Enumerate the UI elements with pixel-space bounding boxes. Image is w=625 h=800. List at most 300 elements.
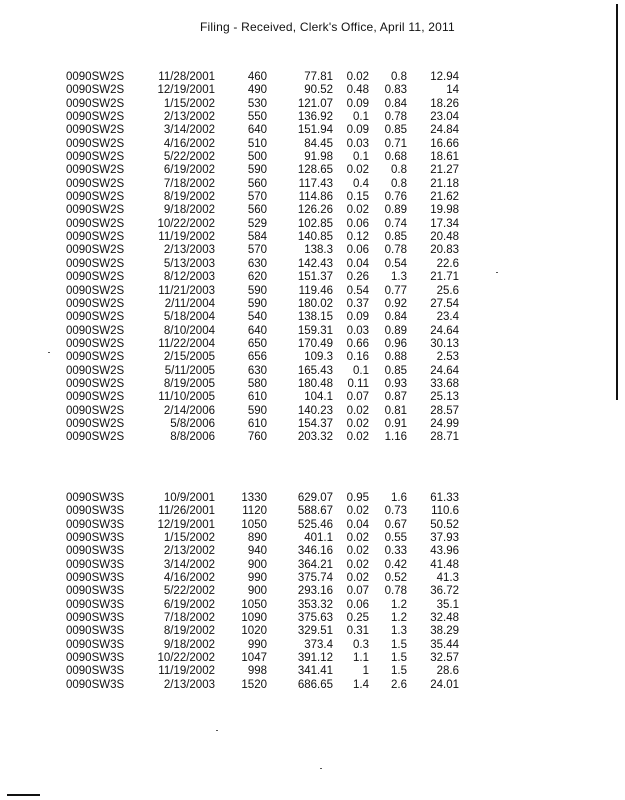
cell-sample-date: 11/19/2002	[158, 231, 215, 244]
cell-sample-date: 2/13/2003	[163, 244, 215, 257]
scan-speck	[496, 272, 498, 273]
cell-value-c: 1	[362, 665, 369, 678]
table-row	[0, 492, 625, 505]
cell-value-a: 990	[247, 638, 267, 651]
cell-value-d: 0.83	[384, 84, 407, 97]
cell-sample-date: 3/14/2002	[163, 124, 215, 137]
cell-sample-date: 4/16/2002	[163, 572, 215, 585]
cell-value-a: 460	[247, 71, 267, 83]
cell-location-id: 0090SW2S	[66, 137, 125, 150]
cell-value-e: 37.93	[430, 532, 459, 545]
cell-location-id: 0090SW3S	[66, 598, 125, 611]
cell-sample-date: 5/22/2002	[163, 585, 215, 598]
table-row	[0, 311, 625, 324]
cell-value-d: 1.5	[391, 652, 407, 665]
scan-speck	[216, 730, 218, 731]
cell-value-a: 890	[247, 532, 267, 545]
cell-location-id: 0090SW2S	[66, 124, 125, 137]
cell-value-b: 136.92	[297, 111, 333, 124]
cell-location-id: 0090SW3S	[66, 612, 125, 625]
cell-value-e: 41.48	[430, 558, 459, 571]
cell-value-c: 0.09	[346, 124, 369, 137]
cell-value-a: 560	[247, 204, 267, 217]
cell-location-id: 0090SW3S	[66, 505, 125, 518]
cell-value-e: 12.94	[430, 71, 459, 83]
cell-value-c: 0.02	[346, 71, 369, 83]
cell-value-d: 1.5	[391, 665, 407, 678]
cell-sample-date: 11/19/2002	[158, 665, 215, 678]
cell-sample-date: 2/13/2003	[163, 678, 215, 691]
cell-value-d: 0.78	[384, 585, 407, 598]
cell-value-a: 529	[247, 217, 267, 230]
table-row	[0, 559, 625, 572]
cell-sample-date: 11/28/2001	[158, 71, 215, 83]
cell-value-a: 590	[247, 297, 267, 310]
cell-sample-date: 5/13/2003	[163, 257, 215, 270]
cell-sample-date: 2/15/2005	[163, 351, 215, 364]
table-row	[0, 111, 625, 124]
cell-value-d: 0.67	[384, 518, 407, 531]
cell-value-b: 203.32	[297, 431, 333, 444]
cell-value-d: 0.91	[384, 417, 407, 430]
cell-value-b: 104.1	[304, 391, 333, 404]
cell-value-b: 375.63	[297, 612, 333, 625]
cell-value-c: 1.1	[353, 652, 369, 665]
cell-value-b: 353.32	[297, 598, 333, 611]
cell-location-id: 0090SW3S	[66, 652, 125, 665]
cell-value-d: 0.74	[384, 217, 407, 230]
table-row	[0, 351, 625, 364]
cell-sample-date: 6/19/2002	[163, 598, 215, 611]
cell-value-d: 0.89	[384, 204, 407, 217]
table-row	[0, 519, 625, 532]
cell-value-d: 0.85	[384, 364, 407, 377]
cell-sample-date: 5/18/2004	[163, 311, 215, 324]
cell-location-id: 0090SW3S	[66, 625, 125, 638]
cell-value-c: 0.12	[346, 231, 369, 244]
cell-value-a: 510	[247, 137, 267, 150]
cell-value-e: 23.4	[436, 311, 459, 324]
cell-value-d: 0.93	[384, 377, 407, 390]
cell-value-e: 110.6	[431, 505, 459, 518]
cell-value-b: 341.41	[297, 665, 333, 678]
cell-value-c: 0.02	[346, 431, 369, 444]
cell-value-c: 0.07	[346, 391, 369, 404]
cell-sample-date: 11/21/2003	[158, 284, 215, 297]
cell-value-b: 159.31	[297, 324, 333, 337]
cell-sample-date: 2/14/2006	[163, 404, 215, 417]
cell-sample-date: 5/8/2006	[170, 417, 215, 430]
cell-sample-date: 11/26/2001	[158, 505, 215, 518]
cell-location-id: 0090SW2S	[66, 84, 125, 97]
cell-value-d: 0.54	[384, 257, 407, 270]
table-row	[0, 431, 625, 444]
table-row	[0, 599, 625, 612]
cell-value-a: 590	[247, 284, 267, 297]
cell-location-id: 0090SW2S	[66, 217, 125, 230]
cell-value-a: 640	[247, 324, 267, 337]
cell-value-e: 21.62	[430, 191, 459, 204]
cell-sample-date: 7/18/2002	[163, 177, 215, 190]
cell-value-a: 570	[247, 191, 267, 204]
cell-value-c: 0.66	[346, 337, 369, 350]
cell-value-e: 28.6	[436, 665, 459, 678]
table-row	[0, 244, 625, 257]
cell-value-a: 1330	[241, 492, 267, 504]
cell-value-e: 36.72	[430, 585, 459, 598]
cell-value-c: 0.31	[346, 625, 369, 638]
cell-value-d: 0.8	[391, 177, 407, 190]
cell-sample-date: 10/9/2001	[163, 492, 215, 504]
cell-value-d: 0.8	[391, 71, 407, 83]
cell-value-a: 630	[247, 257, 267, 270]
cell-value-b: 91.98	[304, 151, 333, 164]
cell-value-c: 0.04	[346, 257, 369, 270]
bottom-margin-mark	[7, 794, 40, 796]
cell-value-b: 180.48	[297, 377, 333, 390]
cell-value-a: 1050	[241, 518, 267, 531]
table-row	[0, 405, 625, 418]
cell-value-e: 43.96	[430, 545, 459, 558]
cell-location-id: 0090SW3S	[66, 638, 125, 651]
cell-value-b: 686.65	[297, 678, 333, 691]
cell-value-d: 1.3	[391, 271, 407, 284]
cell-location-id: 0090SW2S	[66, 311, 125, 324]
cell-value-e: 20.83	[430, 244, 459, 257]
cell-value-b: 373.4	[304, 638, 333, 651]
cell-value-a: 590	[247, 404, 267, 417]
cell-value-d: 1.2	[391, 598, 407, 611]
table-row	[0, 545, 625, 558]
cell-value-e: 35.44	[430, 638, 459, 651]
cell-sample-date: 1/15/2002	[163, 97, 215, 110]
cell-location-id: 0090SW2S	[66, 257, 125, 270]
cell-value-b: 588.67	[297, 505, 333, 518]
cell-value-c: 0.02	[346, 545, 369, 558]
cell-value-d: 1.2	[391, 612, 407, 625]
cell-value-a: 620	[247, 271, 267, 284]
cell-location-id: 0090SW2S	[66, 431, 125, 444]
cell-value-a: 490	[247, 84, 267, 97]
cell-value-e: 17.34	[430, 217, 459, 230]
cell-value-a: 990	[247, 572, 267, 585]
cell-value-b: 180.02	[297, 297, 333, 310]
cell-value-e: 20.48	[430, 231, 459, 244]
cell-sample-date: 5/11/2005	[164, 364, 215, 377]
cell-value-b: 142.43	[297, 257, 333, 270]
cell-value-e: 21.71	[430, 271, 459, 284]
cell-value-e: 24.64	[430, 364, 459, 377]
cell-value-b: 525.46	[297, 518, 333, 531]
table-row	[0, 271, 625, 284]
table-row	[0, 612, 625, 625]
cell-value-b: 293.16	[297, 585, 333, 598]
cell-sample-date: 8/19/2002	[163, 625, 215, 638]
cell-value-e: 28.71	[430, 431, 459, 444]
cell-value-b: 102.85	[297, 217, 333, 230]
cell-sample-date: 8/19/2002	[163, 191, 215, 204]
cell-value-c: 0.06	[346, 217, 369, 230]
cell-sample-date: 8/19/2005	[163, 377, 215, 390]
cell-value-d: 0.42	[384, 558, 407, 571]
cell-value-e: 24.99	[430, 417, 459, 430]
cell-value-d: 0.84	[384, 97, 407, 110]
cell-value-c: 0.37	[346, 297, 369, 310]
cell-value-b: 391.12	[297, 652, 333, 665]
cell-value-a: 560	[247, 177, 267, 190]
table-row	[0, 679, 625, 692]
cell-value-e: 21.27	[430, 164, 459, 177]
cell-value-e: 25.13	[430, 391, 459, 404]
table-row	[0, 84, 625, 97]
cell-value-c: 0.03	[346, 324, 369, 337]
cell-value-a: 580	[247, 377, 267, 390]
table-row	[0, 572, 625, 585]
table-row	[0, 639, 625, 652]
cell-value-a: 630	[247, 364, 267, 377]
cell-sample-date: 4/16/2002	[163, 137, 215, 150]
cell-value-c: 0.4	[353, 177, 369, 190]
cell-value-e: 24.64	[430, 324, 459, 337]
cell-value-d: 0.85	[384, 231, 407, 244]
cell-value-d: 0.92	[384, 297, 407, 310]
cell-value-b: 151.37	[297, 271, 333, 284]
table-row	[0, 151, 625, 164]
cell-sample-date: 8/10/2004	[163, 324, 215, 337]
cell-sample-date: 10/22/2002	[157, 652, 215, 665]
cell-value-d: 1.5	[391, 638, 407, 651]
cell-location-id: 0090SW3S	[66, 492, 125, 504]
cell-value-b: 138.15	[297, 311, 333, 324]
cell-value-b: 140.85	[297, 231, 333, 244]
cell-value-e: 14	[446, 84, 459, 97]
cell-sample-date: 1/15/2002	[163, 532, 215, 545]
cell-location-id: 0090SW3S	[66, 545, 125, 558]
cell-value-c: 0.02	[346, 204, 369, 217]
cell-value-e: 27.54	[430, 297, 459, 310]
table-row	[0, 124, 625, 137]
cell-value-b: 375.74	[297, 572, 333, 585]
cell-sample-date: 7/18/2002	[163, 612, 215, 625]
cell-location-id: 0090SW2S	[66, 377, 125, 390]
cell-value-e: 16.66	[430, 137, 459, 150]
cell-value-b: 151.94	[297, 124, 333, 137]
table-row	[0, 204, 625, 217]
cell-location-id: 0090SW2S	[66, 284, 125, 297]
table-row	[0, 391, 625, 404]
table-row	[0, 585, 625, 598]
cell-value-c: 0.02	[346, 572, 369, 585]
cell-value-a: 530	[247, 97, 267, 110]
cell-value-b: 170.49	[297, 337, 333, 350]
cell-value-d: 0.89	[384, 324, 407, 337]
filing-header: Filing - Received, Clerk's Office, April 11, 2011	[200, 20, 455, 34]
cell-location-id: 0090SW2S	[66, 177, 125, 190]
cell-value-d: 0.96	[384, 337, 407, 350]
cell-value-e: 24.01	[430, 678, 459, 691]
cell-value-e: 33.68	[430, 377, 459, 390]
cell-value-a: 550	[247, 111, 267, 124]
cell-value-c: 0.11	[347, 377, 369, 390]
scan-speck	[48, 352, 50, 353]
cell-value-e: 28.57	[430, 404, 459, 417]
cell-sample-date: 9/18/2002	[163, 638, 215, 651]
cell-value-d: 0.76	[384, 191, 407, 204]
table-row	[0, 71, 625, 84]
data-table-sw2s	[0, 71, 625, 445]
cell-value-a: 1050	[241, 598, 267, 611]
cell-value-e: 18.26	[430, 97, 459, 110]
cell-value-e: 19.98	[430, 204, 459, 217]
cell-value-b: 629.07	[297, 492, 333, 504]
cell-value-c: 0.54	[346, 284, 369, 297]
cell-value-c: 0.1	[353, 151, 369, 164]
cell-value-d: 1.16	[384, 431, 407, 444]
cell-location-id: 0090SW2S	[66, 204, 125, 217]
table-row	[0, 231, 625, 244]
cell-value-e: 24.84	[430, 124, 459, 137]
cell-value-b: 364.21	[297, 558, 333, 571]
cell-value-e: 30.13	[430, 337, 459, 350]
cell-location-id: 0090SW2S	[66, 97, 125, 110]
table-row	[0, 338, 625, 351]
cell-value-d: 0.55	[384, 532, 407, 545]
cell-location-id: 0090SW2S	[66, 324, 125, 337]
cell-value-e: 50.52	[430, 518, 459, 531]
table-row	[0, 418, 625, 431]
cell-value-b: 77.81	[304, 71, 333, 83]
cell-value-c: 0.02	[346, 164, 369, 177]
cell-value-b: 126.26	[297, 204, 333, 217]
cell-value-c: 0.1	[353, 364, 369, 377]
cell-value-d: 0.78	[384, 111, 407, 124]
table-row	[0, 665, 625, 678]
cell-location-id: 0090SW2S	[66, 271, 125, 284]
cell-sample-date: 2/13/2002	[163, 111, 215, 124]
cell-value-d: 1.3	[391, 625, 407, 638]
cell-value-b: 90.52	[304, 84, 333, 97]
cell-value-d: 0.52	[384, 572, 407, 585]
cell-value-c: 0.15	[346, 191, 369, 204]
cell-value-e: 2.53	[436, 351, 459, 364]
cell-value-e: 22.6	[436, 257, 459, 270]
cell-sample-date: 12/19/2001	[157, 84, 215, 97]
cell-value-c: 0.02	[346, 532, 369, 545]
cell-value-b: 128.65	[297, 164, 333, 177]
table-row	[0, 652, 625, 665]
cell-value-b: 165.43	[297, 364, 333, 377]
cell-sample-date: 5/22/2002	[163, 151, 215, 164]
cell-value-a: 610	[247, 417, 267, 430]
cell-value-d: 0.68	[384, 151, 407, 164]
cell-value-d: 0.77	[384, 284, 407, 297]
cell-value-c: 0.03	[346, 137, 369, 150]
cell-value-a: 900	[247, 585, 267, 598]
cell-sample-date: 6/19/2002	[163, 164, 215, 177]
cell-value-c: 0.16	[346, 351, 369, 364]
cell-value-c: 0.26	[346, 271, 369, 284]
cell-value-b: 138.3	[304, 244, 333, 257]
cell-value-a: 570	[247, 244, 267, 257]
cell-location-id: 0090SW3S	[66, 518, 125, 531]
cell-location-id: 0090SW3S	[66, 532, 125, 545]
cell-location-id: 0090SW3S	[66, 665, 125, 678]
cell-value-a: 584	[247, 231, 267, 244]
table-row	[0, 164, 625, 177]
cell-location-id: 0090SW2S	[66, 191, 125, 204]
cell-value-b: 119.46	[298, 284, 333, 297]
cell-sample-date: 11/10/2005	[158, 391, 215, 404]
cell-value-b: 346.16	[297, 545, 333, 558]
cell-value-d: 0.85	[384, 124, 407, 137]
cell-value-b: 109.3	[304, 351, 333, 364]
cell-location-id: 0090SW3S	[66, 572, 125, 585]
table-row	[0, 98, 625, 111]
cell-value-b: 140.23	[297, 404, 333, 417]
cell-value-b: 114.86	[298, 191, 333, 204]
cell-value-a: 650	[247, 337, 267, 350]
cell-value-c: 0.95	[346, 492, 369, 504]
cell-value-e: 21.18	[430, 177, 459, 190]
cell-value-e: 38.29	[430, 625, 459, 638]
cell-sample-date: 12/19/2001	[157, 518, 215, 531]
cell-value-d: 0.81	[384, 404, 407, 417]
cell-location-id: 0090SW2S	[66, 231, 125, 244]
cell-value-a: 940	[247, 545, 267, 558]
cell-value-d: 0.88	[384, 351, 407, 364]
cell-value-c: 0.3	[353, 638, 369, 651]
cell-value-d: 0.73	[384, 505, 407, 518]
table-row	[0, 178, 625, 191]
cell-value-a: 610	[247, 391, 267, 404]
table-row	[0, 625, 625, 638]
cell-value-c: 0.07	[346, 585, 369, 598]
cell-location-id: 0090SW2S	[66, 244, 125, 257]
cell-value-a: 540	[247, 311, 267, 324]
cell-sample-date: 8/12/2003	[163, 271, 215, 284]
cell-value-c: 0.02	[346, 558, 369, 571]
cell-value-a: 590	[247, 164, 267, 177]
cell-value-d: 0.78	[384, 244, 407, 257]
cell-value-b: 401.1	[304, 532, 333, 545]
cell-value-a: 1090	[241, 612, 267, 625]
cell-sample-date: 8/8/2006	[170, 431, 215, 444]
cell-sample-date: 2/11/2004	[164, 297, 215, 310]
cell-value-e: 23.04	[430, 111, 459, 124]
cell-value-a: 1120	[242, 505, 267, 518]
cell-sample-date: 10/22/2002	[157, 217, 215, 230]
table-row	[0, 218, 625, 231]
cell-value-d: 2.6	[391, 678, 407, 691]
cell-value-c: 0.1	[353, 111, 369, 124]
cell-value-e: 32.48	[430, 612, 459, 625]
cell-location-id: 0090SW2S	[66, 404, 125, 417]
cell-value-b: 154.37	[297, 417, 333, 430]
cell-value-a: 640	[247, 124, 267, 137]
cell-value-e: 18.61	[430, 151, 459, 164]
cell-value-b: 117.43	[298, 177, 333, 190]
table-row	[0, 258, 625, 271]
table-row	[0, 378, 625, 391]
cell-value-c: 0.48	[346, 84, 369, 97]
cell-location-id: 0090SW3S	[66, 585, 125, 598]
cell-value-a: 1047	[241, 652, 267, 665]
cell-location-id: 0090SW2S	[66, 297, 125, 310]
cell-location-id: 0090SW3S	[66, 558, 125, 571]
cell-value-b: 84.45	[304, 137, 333, 150]
cell-value-c: 0.06	[346, 598, 369, 611]
data-table-sw3s	[0, 492, 625, 692]
